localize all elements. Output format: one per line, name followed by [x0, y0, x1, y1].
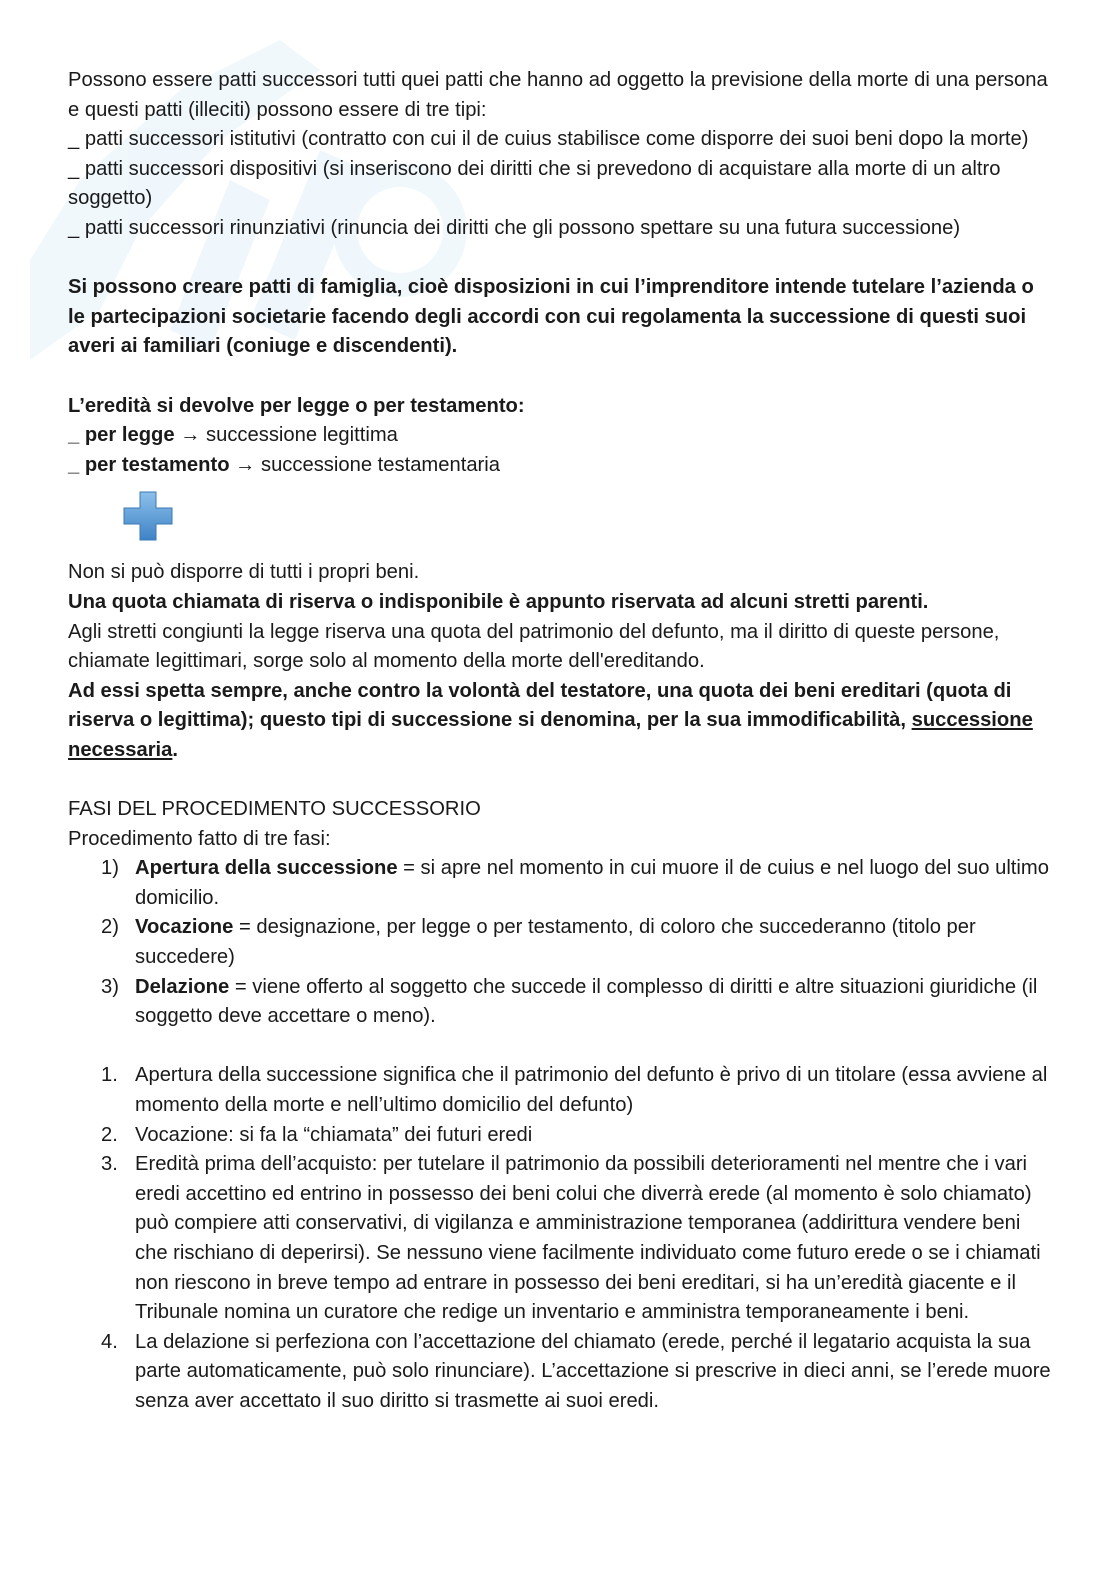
- list-number: 3.: [101, 1153, 118, 1176]
- list-text: = viene offerto al soggetto che succede il complesso di diritti e altre situazioni giuridiche (il soggetto deve accettare o meno).: [135, 975, 1038, 1028]
- successione-necessaria-term: successione necessaria: [68, 709, 1033, 761]
- riserva-line-1: Non si può disporre di tutti i propri beni.: [68, 561, 420, 584]
- list-term: Vocazione: [135, 916, 234, 939]
- document-content: [68, 66, 1053, 1417]
- list-text: Vocazione: si fa la “chiamata” dei futuri eredi: [135, 1123, 533, 1146]
- patti-famiglia-paragraph: [68, 273, 1053, 362]
- list-item: [68, 913, 1053, 972]
- list-item: [68, 1328, 1053, 1417]
- list-text: = designazione, per legge o per testamento, di coloro che succederanno (titolo per succedere): [135, 916, 976, 969]
- riserva-line-4-text: Ad essi spetta sempre, anche contro la volontà del testatore, una quota dei beni ereditari (quota di riserva o legittima); questo tipi di successione si denomina, per la sua immodificabilità,: [68, 679, 1012, 732]
- list-number: 1.: [101, 1064, 118, 1087]
- eredita-heading-text: L’eredità si devolve per legge o per testamento:: [68, 394, 525, 417]
- list-item: [68, 1150, 1053, 1328]
- fasi-intro: Procedimento fatto di tre fasi:: [68, 827, 331, 850]
- list-text: Apertura della successione significa che il patrimonio del defunto è privo di un titolare (essa avviene al momento della morte e nell’ultimo domicilio del defunto): [135, 1064, 1048, 1116]
- eredita-heading: [68, 392, 1053, 422]
- list-number: 1): [101, 857, 119, 880]
- list-text: La delazione si perfeziona con l’accettazione del chiamato (erede, perché il legatario acquista la sua parte automaticamente, può solo rinunciare). L’accettazione si prescrive in dieci anni, se l’erede muore senza aver accettato il suo diritto si trasmette ai suoi eredi.: [135, 1330, 1051, 1412]
- patti-item-dispositivi: _ patti successori dispositivi (si inseriscono dei diritti che si prevedono di acquistare alla morte di un altro soggetto): [68, 157, 1001, 210]
- list-item: [68, 973, 1053, 1032]
- list-number: 2): [101, 916, 119, 939]
- eredita-legge-value: successione legittima: [206, 424, 398, 447]
- list-item: [68, 1061, 1053, 1120]
- eredita-testamento-line: [68, 451, 1053, 481]
- fasi-title: FASI DEL PROCEDIMENTO SUCCESSORIO: [68, 798, 481, 821]
- riserva-line-2-text: Una quota chiamata di riserva o indisponibile è appunto riservata ad alcuni stretti parenti.: [68, 590, 929, 613]
- eredita-testamento-label: _ per testamento: [68, 453, 230, 476]
- list-item: [68, 1121, 1053, 1151]
- riserva-line-4-end: .: [172, 738, 178, 761]
- eredita-legge-label: _ per legge: [68, 424, 175, 447]
- arrow-icon: →: [180, 424, 201, 447]
- patti-item-rinunziativi: _ patti successori rinunziativi (rinuncia dei diritti che gli possono spettare su una futura successione): [68, 216, 961, 239]
- eredita-legge-line: [68, 421, 1053, 451]
- riserva-line-3: Agli stretti congiunti la legge riserva una quota del patrimonio del defunto, ma il diritto di queste persone, chiamate legittimari, sorge solo al momento della morte dell'ereditando.: [68, 620, 1000, 673]
- fasi-list-a: [68, 854, 1053, 1032]
- patti-famiglia-text: Si possono creare patti di famiglia, cioè disposizioni in cui l’imprenditore intende tutelare l’azienda o le partecipazioni societarie facendo degli accordi con cui regolamenta la successione di questi suoi averi ai familiari (coniuge e discendenti).: [68, 276, 1034, 358]
- list-number: 4.: [101, 1330, 118, 1353]
- riserva-line-2: [68, 588, 1053, 618]
- patti-intro: Possono essere patti successori tutti quei patti che hanno ad oggetto la previsione della morte di una persona e questi patti (illeciti) possono essere di tre tipi:: [68, 69, 1048, 121]
- list-item: [68, 854, 1053, 913]
- fasi-list-b: [68, 1061, 1053, 1416]
- arrow-icon: →: [235, 453, 256, 476]
- list-number: 3): [101, 975, 119, 998]
- eredita-testamento-value: successione testamentaria: [260, 453, 500, 476]
- plus-icon: [122, 490, 174, 542]
- list-number: 2.: [101, 1123, 118, 1146]
- riserva-line-4: [68, 677, 1053, 766]
- list-term: Apertura della successione: [135, 857, 398, 880]
- list-text: = si apre nel momento in cui muore il de cuius e nel luogo del suo ultimo domicilio.: [135, 857, 1049, 909]
- list-text: Eredità prima dell’acquisto: per tutelare il patrimonio da possibili deterioramenti nel mentre che i vari eredi accettino ed entrino in possesso dei beni colui che diverrà erede (al momento è solo chiamato) può compiere atti conservativi, di vigilanza e amministrazione temporanea (addirittura vendere beni che rischiano di deperirsi). Se nessuno viene facilmente individuato come futuro erede o se i chiamati non riescono in breve tempo ad entrare in possesso dei beni ereditari, si ha un’eredità giacente e il Tribunale nomina un curatore che redige un inventario e amministra temporaneamente i beni.: [135, 1153, 1041, 1324]
- patti-item-istitutivi: _ patti successori istitutivi (contratto con cui il de cuius stabilisce come disporre dei suoi beni dopo la morte): [68, 128, 1029, 151]
- list-term: Delazione: [135, 975, 230, 998]
